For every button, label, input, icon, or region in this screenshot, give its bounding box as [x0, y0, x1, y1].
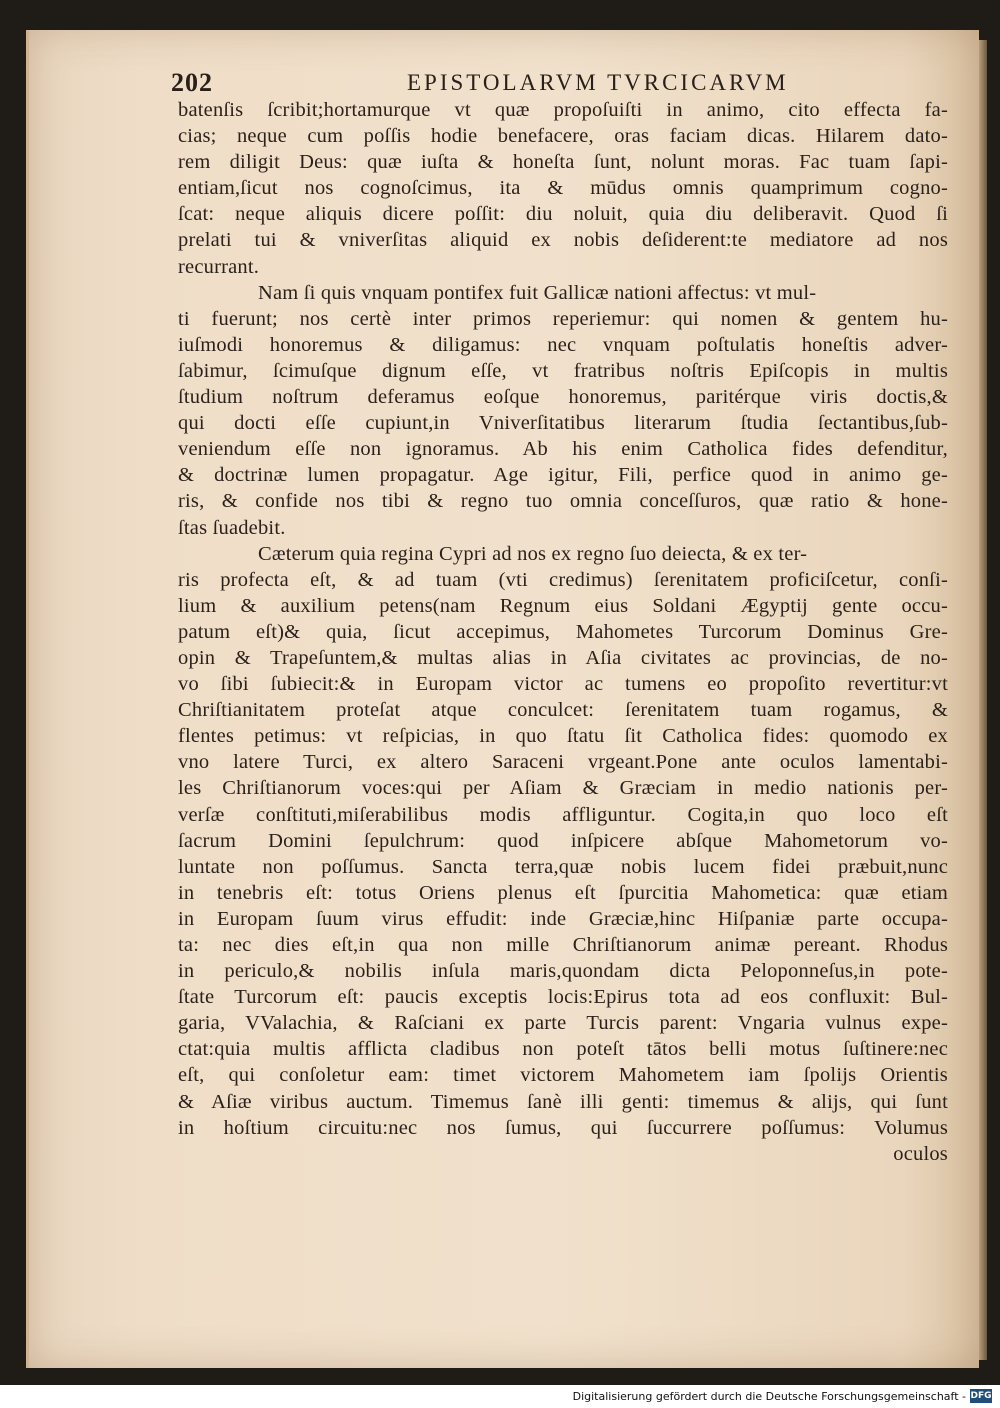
text-line: garia, VValachia, & Raſciani ex parte Turcis parent: Vngaria vulnus expe- — [178, 1012, 948, 1035]
text-line: in tenebris eſt: totus Oriens plenus eſt ſpurcitia Mahometica: quæ etiam — [178, 881, 948, 904]
text-line: veniendum eſſe non ignoramus. Ab his enim Catholica fides defenditur, — [178, 438, 948, 461]
text-line: Chriſtianitatem proteſat atque conculcet: ſerenitatem tuam rogamus, & — [178, 699, 948, 722]
text-line: in hoſtium circuitu:nec nos ſumus, qui ſuccurrere poſſumus: Volumus — [178, 1116, 948, 1139]
text-line: ta: nec dies eſt,in qua non mille Chriſtianorum animæ pereant. Rhodus — [178, 934, 948, 956]
text-line: entiam,ſicut nos cognoſcimus, ita & mūdus omnis quamprimum cogno- — [178, 177, 948, 200]
text-line: prelati tui & vniverſitas aliquid ex nobis deſiderent:te mediatore ad nos — [178, 229, 948, 252]
text-line: opin & Trapeſuntem,& multas alias in Aſia civitates ac provincias, de no- — [178, 646, 948, 669]
text-line: lium & auxilium petens(nam Regnum eius Soldani Ægyptij gente occu- — [178, 594, 948, 617]
text-line: ris, & confide nos tibi & regno tuo omnia conceſſuros, quæ ratio & hone- — [178, 490, 948, 513]
text-line: ris profecta eſt, & ad tuam (vti credimus) ſerenitatem proficiſcetur, conſi- — [178, 568, 948, 591]
text-line: iuſmodi honoremus & diligamus: nec vnquam poſtulatis honeſtis adver- — [178, 333, 948, 356]
text-line: rem diligit Deus: quæ iuſta & honeſta ſunt, nolunt moras. Fac tuam ſapi- — [178, 151, 948, 174]
text-line: eſt, qui conſoletur eam: timet victorem Mahometem iam ſpolijs Orientis — [178, 1064, 948, 1087]
text-line: patum eſt)& quia, ſicut accepimus, Mahometes Turcorum Dominus Gre- — [178, 620, 948, 643]
text-line: cias; neque cum poſſis hodie benefacere, oras faciam dicas. Hilarem dato- — [178, 125, 948, 148]
footer-bar — [0, 1385, 1000, 1408]
text-line: verſæ conſtituti,miſerabilibus modis affliguntur. Cogita,in quo loco eſt — [178, 803, 948, 826]
page-edge — [979, 40, 987, 1360]
text-line: ſcat: neque aliquis dicere poſſit: diu noluit, quia diu deliberavit. Quod ſi — [178, 203, 948, 226]
text-line: batenſis ſcribit;hortamurque vt quæ propoſuiſti in animo, cito effecta fa- — [178, 99, 948, 121]
text-line: ſabimur, ſcimuſque dignum eſſe, vt fratribus noſtris Epiſcopis in multis — [178, 359, 948, 382]
page-number: 202 — [171, 68, 213, 97]
text-line: ſacrum Domini ſepulchrum: quod inſpicere abſque Mahometorum vo- — [178, 829, 948, 852]
text-line: vo ſibi ſubiecit:& in Europam victor ac tumens eo propoſito revertitur:vt — [178, 673, 948, 696]
text-line: ſtate Turcorum eſt: paucis exceptis locis:Epirus tota ad eos confluxit: Bul- — [178, 986, 948, 1009]
text-line: luntate non poſſumus. Sancta terra,quæ nobis lucem fidei præbuit,nunc — [178, 855, 948, 878]
text-line: ſtudium noſtrum deferamus eoſque honoremus, paritérque viris doctis,& — [178, 386, 948, 409]
text-line: ſtas ſuadebit. — [178, 516, 286, 539]
text-line: & doctrinæ lumen propagatur. Age igitur, Fili, perfice quod in animo ge- — [178, 464, 948, 487]
body-text — [178, 97, 948, 1167]
text-line: qui docti eſſe cupiunt,in Vniverſitatibus literarum ſtudia ſectantibus,ſub- — [178, 412, 948, 435]
text-line: Nam ſi quis vnquam pontifex fuit Gallicæ nationi affectus: vt mul- — [258, 281, 817, 304]
text-line: les Chriſtianorum voces:qui per Aſiam & Græciam in medio nationis per- — [178, 777, 948, 800]
running-title: EPISTOLARVM TVRCICARVM — [407, 70, 789, 95]
digitization-credit: Digitalisierung gefördert durch die Deutsche Forschungsgemeinschaft - — [572, 1390, 966, 1403]
text-line: ctat:quia multis afflicta cladibus non poteſt tātos belli motus ſuſtinere:nec — [178, 1038, 948, 1061]
text-line: oculos — [893, 1142, 948, 1165]
text-line: recurrant. — [178, 255, 260, 278]
page-header — [171, 68, 931, 98]
text-line: vno latere Turci, ex altero Saraceni vrgeant.Pone ante oculos lamentabi- — [178, 751, 948, 774]
text-line: flentes petimus: vt reſpicias, in quo ſtatu ſit Catholica fides: quomodo ex — [178, 725, 948, 748]
text-line: & Aſiæ viribus auctum. Timemus ſanè illi genti: timemus & alijs, qui ſunt — [178, 1090, 948, 1113]
text-line: ti fuerunt; nos certè inter primos reperiemur: qui nomen & gentem hu- — [178, 307, 948, 330]
text-line: in periculo,& nobilis inſula maris,quondam dicta Peloponneſus,in pote- — [178, 960, 948, 983]
text-line: in Europam ſuum virus effudit: inde Græciæ,hinc Hiſpaniæ parte occupa- — [178, 907, 948, 930]
dfg-logo-icon: DFG — [970, 1391, 992, 1401]
text-line: Cæterum quia regina Cypri ad nos ex regno ſuo deiecta, & ex ter- — [258, 542, 808, 565]
